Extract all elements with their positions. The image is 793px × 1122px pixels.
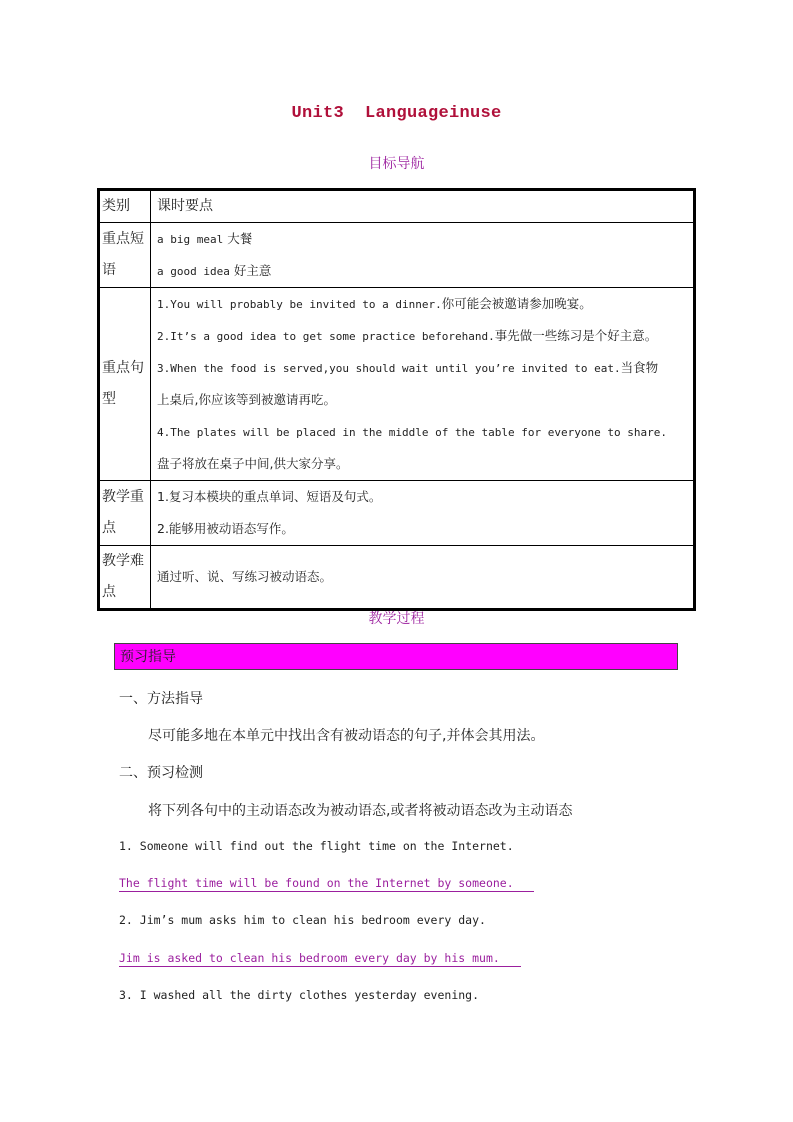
question-2: 2. Jim’s mum asks him to clean his bedroom every day. — [119, 913, 486, 927]
row-line: 通过听、说、写练习被动语态。 — [157, 569, 333, 584]
table-row — [99, 223, 695, 288]
goals-heading: 目标导航 — [368, 156, 425, 172]
header-category: 类别 — [99, 190, 151, 223]
goals-table — [97, 188, 696, 611]
row-line: a big meal 大餐 — [157, 231, 253, 246]
header-content: 课时要点 — [157, 198, 213, 214]
answer-1: The flight time will be found on the Internet by someone. — [119, 876, 535, 890]
row-line: 1.You will probably be invited to a dinner.你可能会被邀请参加晚宴。 — [157, 296, 592, 311]
section1-heading: 一、方法指导 — [119, 691, 203, 707]
answer-2: Jim is asked to clean his bedroom every day by his mum. — [119, 951, 521, 965]
table-row — [99, 481, 695, 546]
question-3: 3. I washed all the dirty clothes yesterday evening. — [119, 988, 480, 1002]
section2-heading: 二、预习检测 — [119, 765, 203, 781]
row-line: 4.The plates will be placed in the middle of the table for everyone to share. — [157, 426, 667, 439]
row-line: 2.能够用被动语态写作。 — [157, 521, 294, 536]
table-row — [99, 546, 695, 610]
row-line: 2.It’s a good idea to get some practice beforehand.事先做一些练习是个好主意。 — [157, 328, 658, 343]
row-line: 3.When the food is served,you should wait until you’re invited to eat.当食物 — [157, 360, 659, 375]
table-row — [99, 288, 695, 481]
row-category: 教学难点 — [99, 546, 151, 610]
table-header-row — [99, 190, 695, 223]
row-category: 重点句型 — [99, 288, 151, 481]
process-heading: 教学过程 — [368, 611, 425, 627]
row-line: 盘子将放在桌子中间,供大家分享。 — [157, 456, 349, 471]
row-category: 重点短语 — [99, 223, 151, 288]
row-line: a good idea 好主意 — [157, 263, 272, 278]
section2-text: 将下列各句中的主动语态改为被动语态,或者将被动语态改为主动语态 — [148, 803, 573, 819]
page-title: Unit3 Languageinuse — [291, 104, 502, 123]
question-1: 1. Someone will find out the flight time on the Internet. — [119, 839, 514, 853]
section1-text: 尽可能多地在本单元中找出含有被动语态的句子,并体会其用法。 — [148, 728, 545, 744]
row-category: 教学重点 — [99, 481, 151, 546]
preview-guide-bar: 预习指导 — [114, 643, 678, 670]
row-line: 1.复习本模块的重点单词、短语及句式。 — [157, 489, 382, 504]
row-line: 上桌后,你应该等到被邀请再吃。 — [157, 392, 336, 407]
